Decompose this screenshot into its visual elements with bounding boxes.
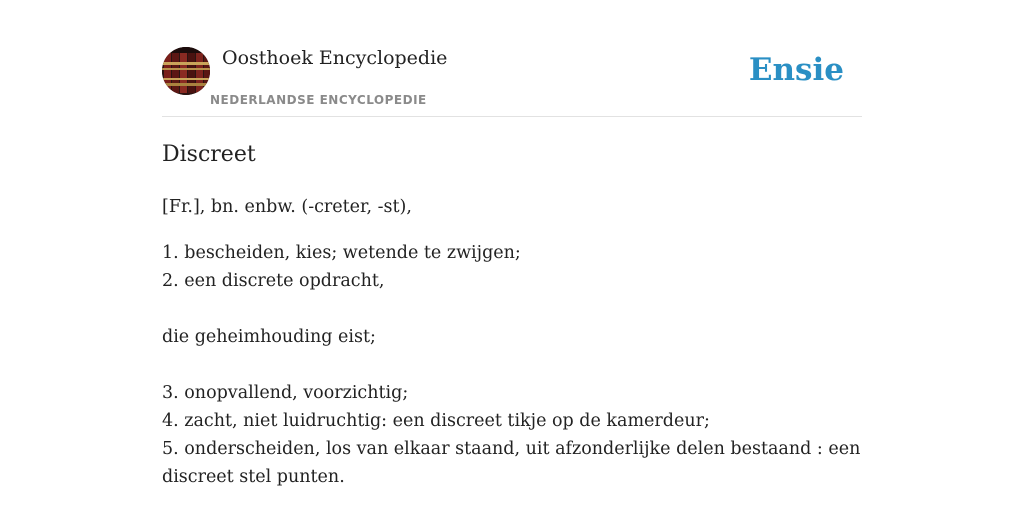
definition-line: 1. bescheiden, kies; wetende te zwijgen; (162, 243, 521, 263)
article-intro: [Fr.], bn. enbw. (-creter, -st), (162, 197, 412, 217)
ensie-logo-link[interactable]: Ensie (748, 52, 844, 88)
definition-line: 2. een discrete opdracht, (162, 271, 385, 291)
definition-line: die geheimhouding eist; (162, 327, 376, 347)
site-header (162, 46, 862, 117)
site-name[interactable]: Oosthoek Encyclopedie (222, 47, 448, 69)
definition-line: 3. onopvallend, voorzichtig; (162, 383, 409, 403)
encyclopedia-books-icon[interactable] (162, 47, 210, 95)
article-body (162, 193, 862, 491)
spacer (162, 295, 862, 323)
definition-line: discreet stel punten. (162, 467, 345, 487)
definition-list (162, 239, 862, 491)
definition-line: 5. onderscheiden, los van elkaar staand, uit afzonderlijke delen bestaand : een (162, 439, 861, 459)
spacer (162, 351, 862, 379)
site-subtitle: NEDERLANDSE ENCYCLOPEDIE (210, 93, 427, 107)
page-title: Discreet (162, 142, 256, 167)
definition-line: 4. zacht, niet luidruchtig: een discreet tikje op de kamerdeur; (162, 411, 710, 431)
